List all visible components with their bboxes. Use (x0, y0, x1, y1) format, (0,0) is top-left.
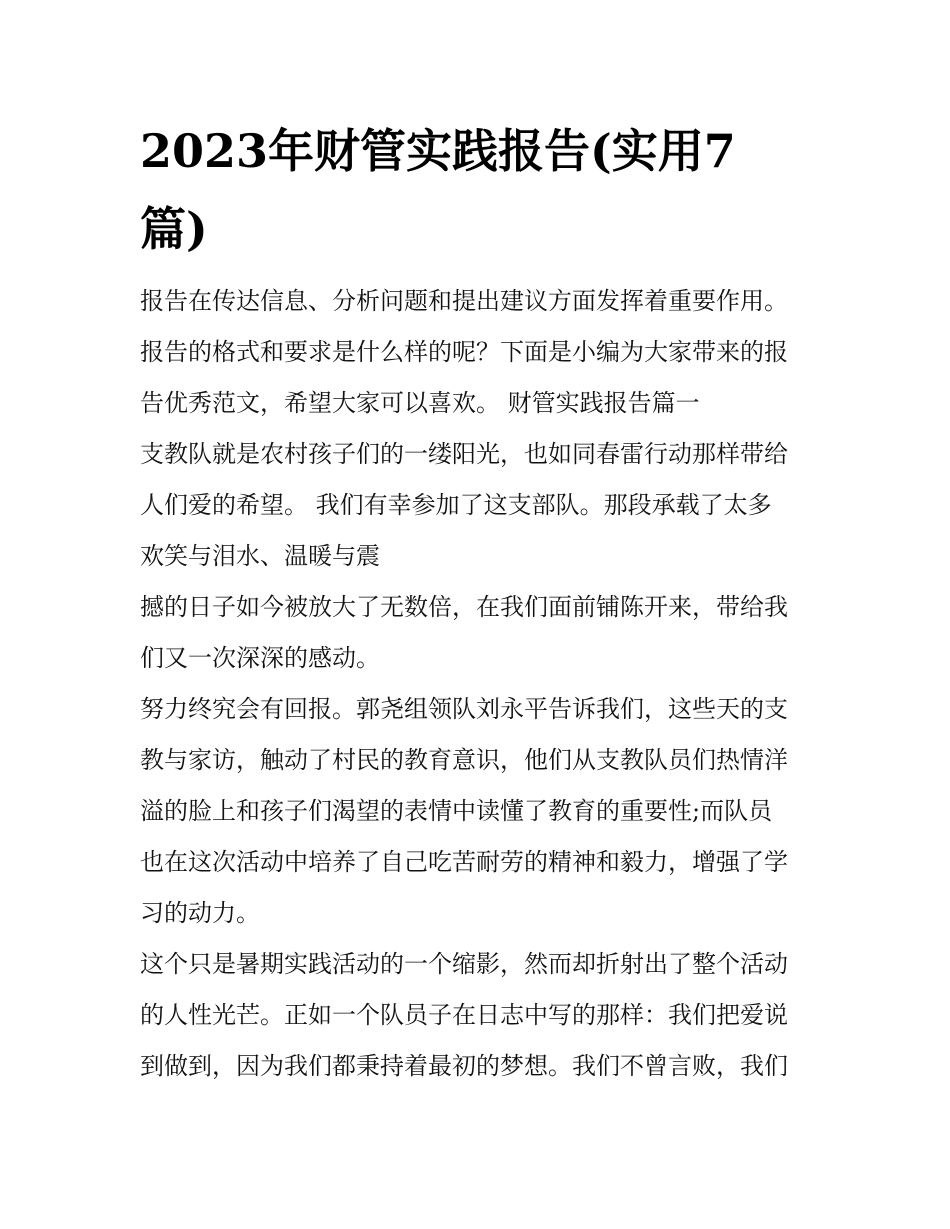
text-line: 报告在传达信息、分析问题和提出建议方面发挥着重要作用。 (140, 287, 788, 315)
paragraph-intro (140, 276, 820, 429)
text-line: 这个只是暑期实践活动的一个缩影，然而却折射出了整个活动 (140, 950, 788, 978)
text-line: 撼的日子如今被放大了无数倍，在我们面前铺陈开来，带给我 (140, 593, 788, 621)
text-line: 溢的脸上和孩子们渴望的表情中读懂了教育的重要性;而队员 (140, 797, 773, 825)
text-line: 欢笑与泪水、温暖与震 (140, 542, 380, 570)
text-line: 也在这次活动中培养了自己吃苦耐劳的精神和毅力，增强了学 (140, 848, 788, 876)
text-line: 告优秀范文，希望大家可以喜欢。 财管实践报告篇一 (140, 389, 700, 417)
text-line: 人们爱的希望。 我们有幸参加了这支部队。那段承载了太多 (140, 491, 772, 519)
paragraph-memories (140, 582, 820, 684)
paragraph-reward (140, 684, 820, 939)
title-line: 2023年财管实践报告(实用7 (140, 124, 736, 178)
text-line: 到做到，因为我们都秉持着最初的梦想。我们不曾言败，我们 (140, 1052, 788, 1080)
document-body (140, 276, 820, 1092)
title-line: 篇) (140, 202, 208, 256)
paragraph-support-team (140, 429, 820, 582)
document-title (140, 112, 820, 268)
text-line: 教与家访，触动了村民的教育意识，他们从支教队员们热情洋 (140, 746, 788, 774)
text-line: 报告的格式和要求是什么样的呢？下面是小编为大家带来的报 (140, 338, 788, 366)
text-line: 支教队就是农村孩子们的一缕阳光，也如同春雷行动那样带给 (140, 440, 788, 468)
text-line: 们又一次深深的感动。 (140, 644, 380, 672)
text-line: 努力终究会有回报。郭尧组领队刘永平告诉我们，这些天的支 (140, 695, 788, 723)
text-line: 习的动力。 (140, 899, 260, 927)
text-line: 的人性光芒。正如一个队员子在日志中写的那样：我们把爱说 (140, 1001, 788, 1029)
paragraph-summary (140, 939, 820, 1092)
